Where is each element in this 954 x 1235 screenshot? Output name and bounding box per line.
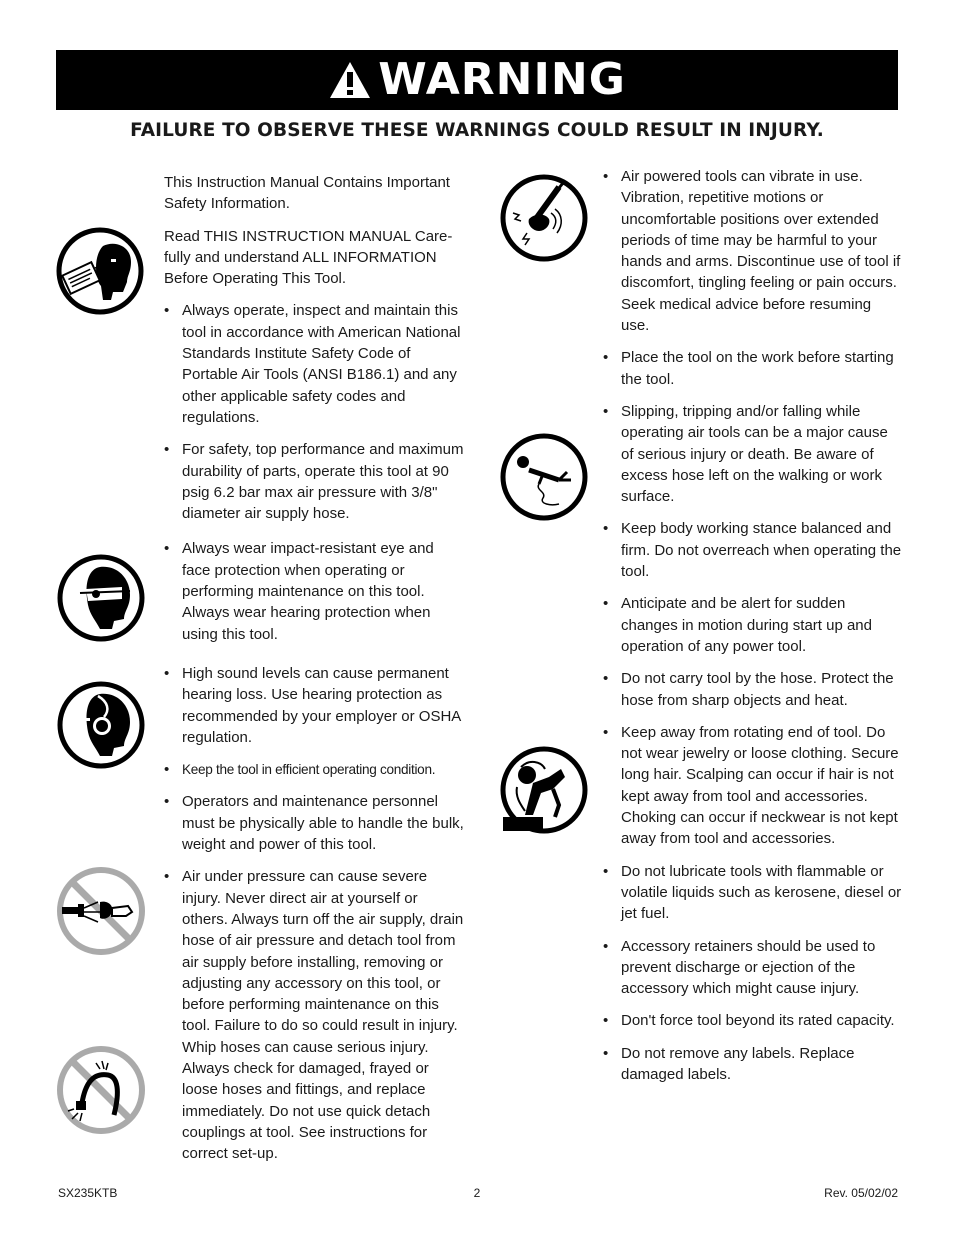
- list-item: • Don't force tool beyond its rated capacity.: [603, 1010, 903, 1031]
- read-manual-icon: [55, 226, 145, 316]
- left-column: [164, 172, 464, 1175]
- bullet: •: [603, 349, 609, 367]
- list-item: • Keep body working stance balanced and firm. Do not overreach when operating the tool.: [603, 518, 903, 582]
- page-subtitle: FAILURE TO OBSERVE THESE WARNINGS COULD RESULT IN INJURY.: [130, 120, 824, 141]
- banner-title: WARNING: [378, 54, 626, 105]
- bullet: •: [164, 441, 170, 459]
- footer-page-number: 2: [473, 1186, 481, 1200]
- list-item: • Air powered tools can vibrate in use. Vibration, repetitive motions or uncomfortable positions over extended periods of time may be harmful to your hands and arms. Discontinue use of tool if discomfort, tingling feeling or pain occurs. Seek medical advice before resuming use.: [603, 166, 903, 336]
- no-air-at-body-icon: [56, 866, 146, 956]
- list-item: • Do not remove any labels. Replace damaged labels.: [603, 1043, 903, 1086]
- list-item: • Air under pressure can cause severe injury. Never direct air at yourself or others. Always turn off the air supply, drain hose of air pressure and detach tool from air supply before installing, removing or adjusting any accessory on this tool, or before performing maintenance on this tool. Failure to do so could result in injury. Whip hoses can cause serious injury. Always check for damaged, frayed or loose hoses and fittings, and replace immediately. Do not use quick detach couplings at tool. See instructions for correct set-up.: [164, 866, 464, 1164]
- list-item: • Always wear impact-resistant eye and face protection when operating or performing maintenance on this tool. Always wear hearing protection when using this tool.: [164, 538, 464, 644]
- list-item: • Always operate, inspect and maintain this tool in accordance with American National Standards Institute Safety Code of Portable Air Tools (ANSI B186.1) and any other applicable safety codes and regulations.: [164, 300, 464, 428]
- list-item: • Do not carry tool by the hose. Protect the hose from sharp objects and heat.: [603, 668, 903, 711]
- footer-model: SX235KTB: [58, 1186, 118, 1200]
- bullet: •: [603, 1044, 609, 1062]
- bullet: •: [603, 862, 609, 880]
- bullet: •: [603, 723, 609, 741]
- entanglement-hazard-icon: [499, 745, 589, 835]
- vibration-hazard-icon: [499, 173, 589, 263]
- bullet: •: [603, 937, 609, 955]
- bullet: •: [603, 595, 609, 613]
- bullet: •: [164, 761, 170, 779]
- right-column: [603, 166, 903, 1096]
- bullet: •: [164, 302, 170, 320]
- bullet: •: [164, 868, 170, 886]
- bullet: •: [603, 402, 609, 420]
- bullet: •: [603, 168, 609, 185]
- list-item: • Accessory retainers should be used to prevent discharge or ejection of the accessory which might cause injury.: [603, 936, 903, 1000]
- list-item: • Anticipate and be alert for sudden changes in motion during start up and operation of any power tool.: [603, 593, 903, 657]
- list-item: • High sound levels can cause permanent hearing loss. Use hearing protection as recommended by your employer or OSHA regulation.: [164, 663, 464, 748]
- bullet: •: [603, 1012, 609, 1030]
- intro-paragraph: Read THIS INSTRUCTION MANUAL Care-fully and understand ALL INFORMATION Before Operating This Tool.: [164, 227, 453, 288]
- slip-trip-fall-icon: [499, 432, 589, 522]
- bullet: •: [164, 793, 170, 811]
- warning-banner: [56, 50, 898, 110]
- footer-revision: Rev. 05/02/02: [824, 1186, 898, 1200]
- list-item: • Slipping, tripping and/or falling while operating air tools can be a major cause of serious injury or death. Be aware of excess hose left on the walking or work surface.: [603, 401, 903, 507]
- bullet: •: [164, 540, 170, 558]
- bullet: •: [603, 670, 609, 688]
- list-item: • Keep away from rotating end of tool. Do not wear jewelry or loose clothing. Secure long hair. Scalping can occur if hair is not kept away from tool and accessories. Choking can occur if neckwear is not kept away from tool and accessories.: [603, 722, 903, 850]
- warning-triangle-icon: [328, 60, 372, 100]
- list-item: • Place the tool on the work before starting the tool.: [603, 347, 903, 390]
- bullet: •: [603, 520, 609, 538]
- list-item: • Operators and maintenance personnel must be physically able to handle the bulk, weight and power of this tool.: [164, 791, 464, 855]
- eye-protection-icon: [56, 553, 146, 643]
- list-item: • Keep the tool in efficient operating condition.: [164, 759, 464, 780]
- no-whip-hose-icon: [56, 1045, 146, 1135]
- list-item: • Do not lubricate tools with flammable or volatile liquids such as kerosene, diesel or jet fuel.: [603, 861, 903, 925]
- hearing-protection-icon: [56, 680, 146, 770]
- intro-paragraph: This Instruction Manual Contains Important Safety Information.: [164, 174, 450, 213]
- bullet: •: [164, 664, 170, 682]
- list-item: • For safety, top performance and maximum durability of parts, operate this tool at 90 psig 6.2 bar max air pressure with 3/8" diameter air supply hose.: [164, 439, 464, 524]
